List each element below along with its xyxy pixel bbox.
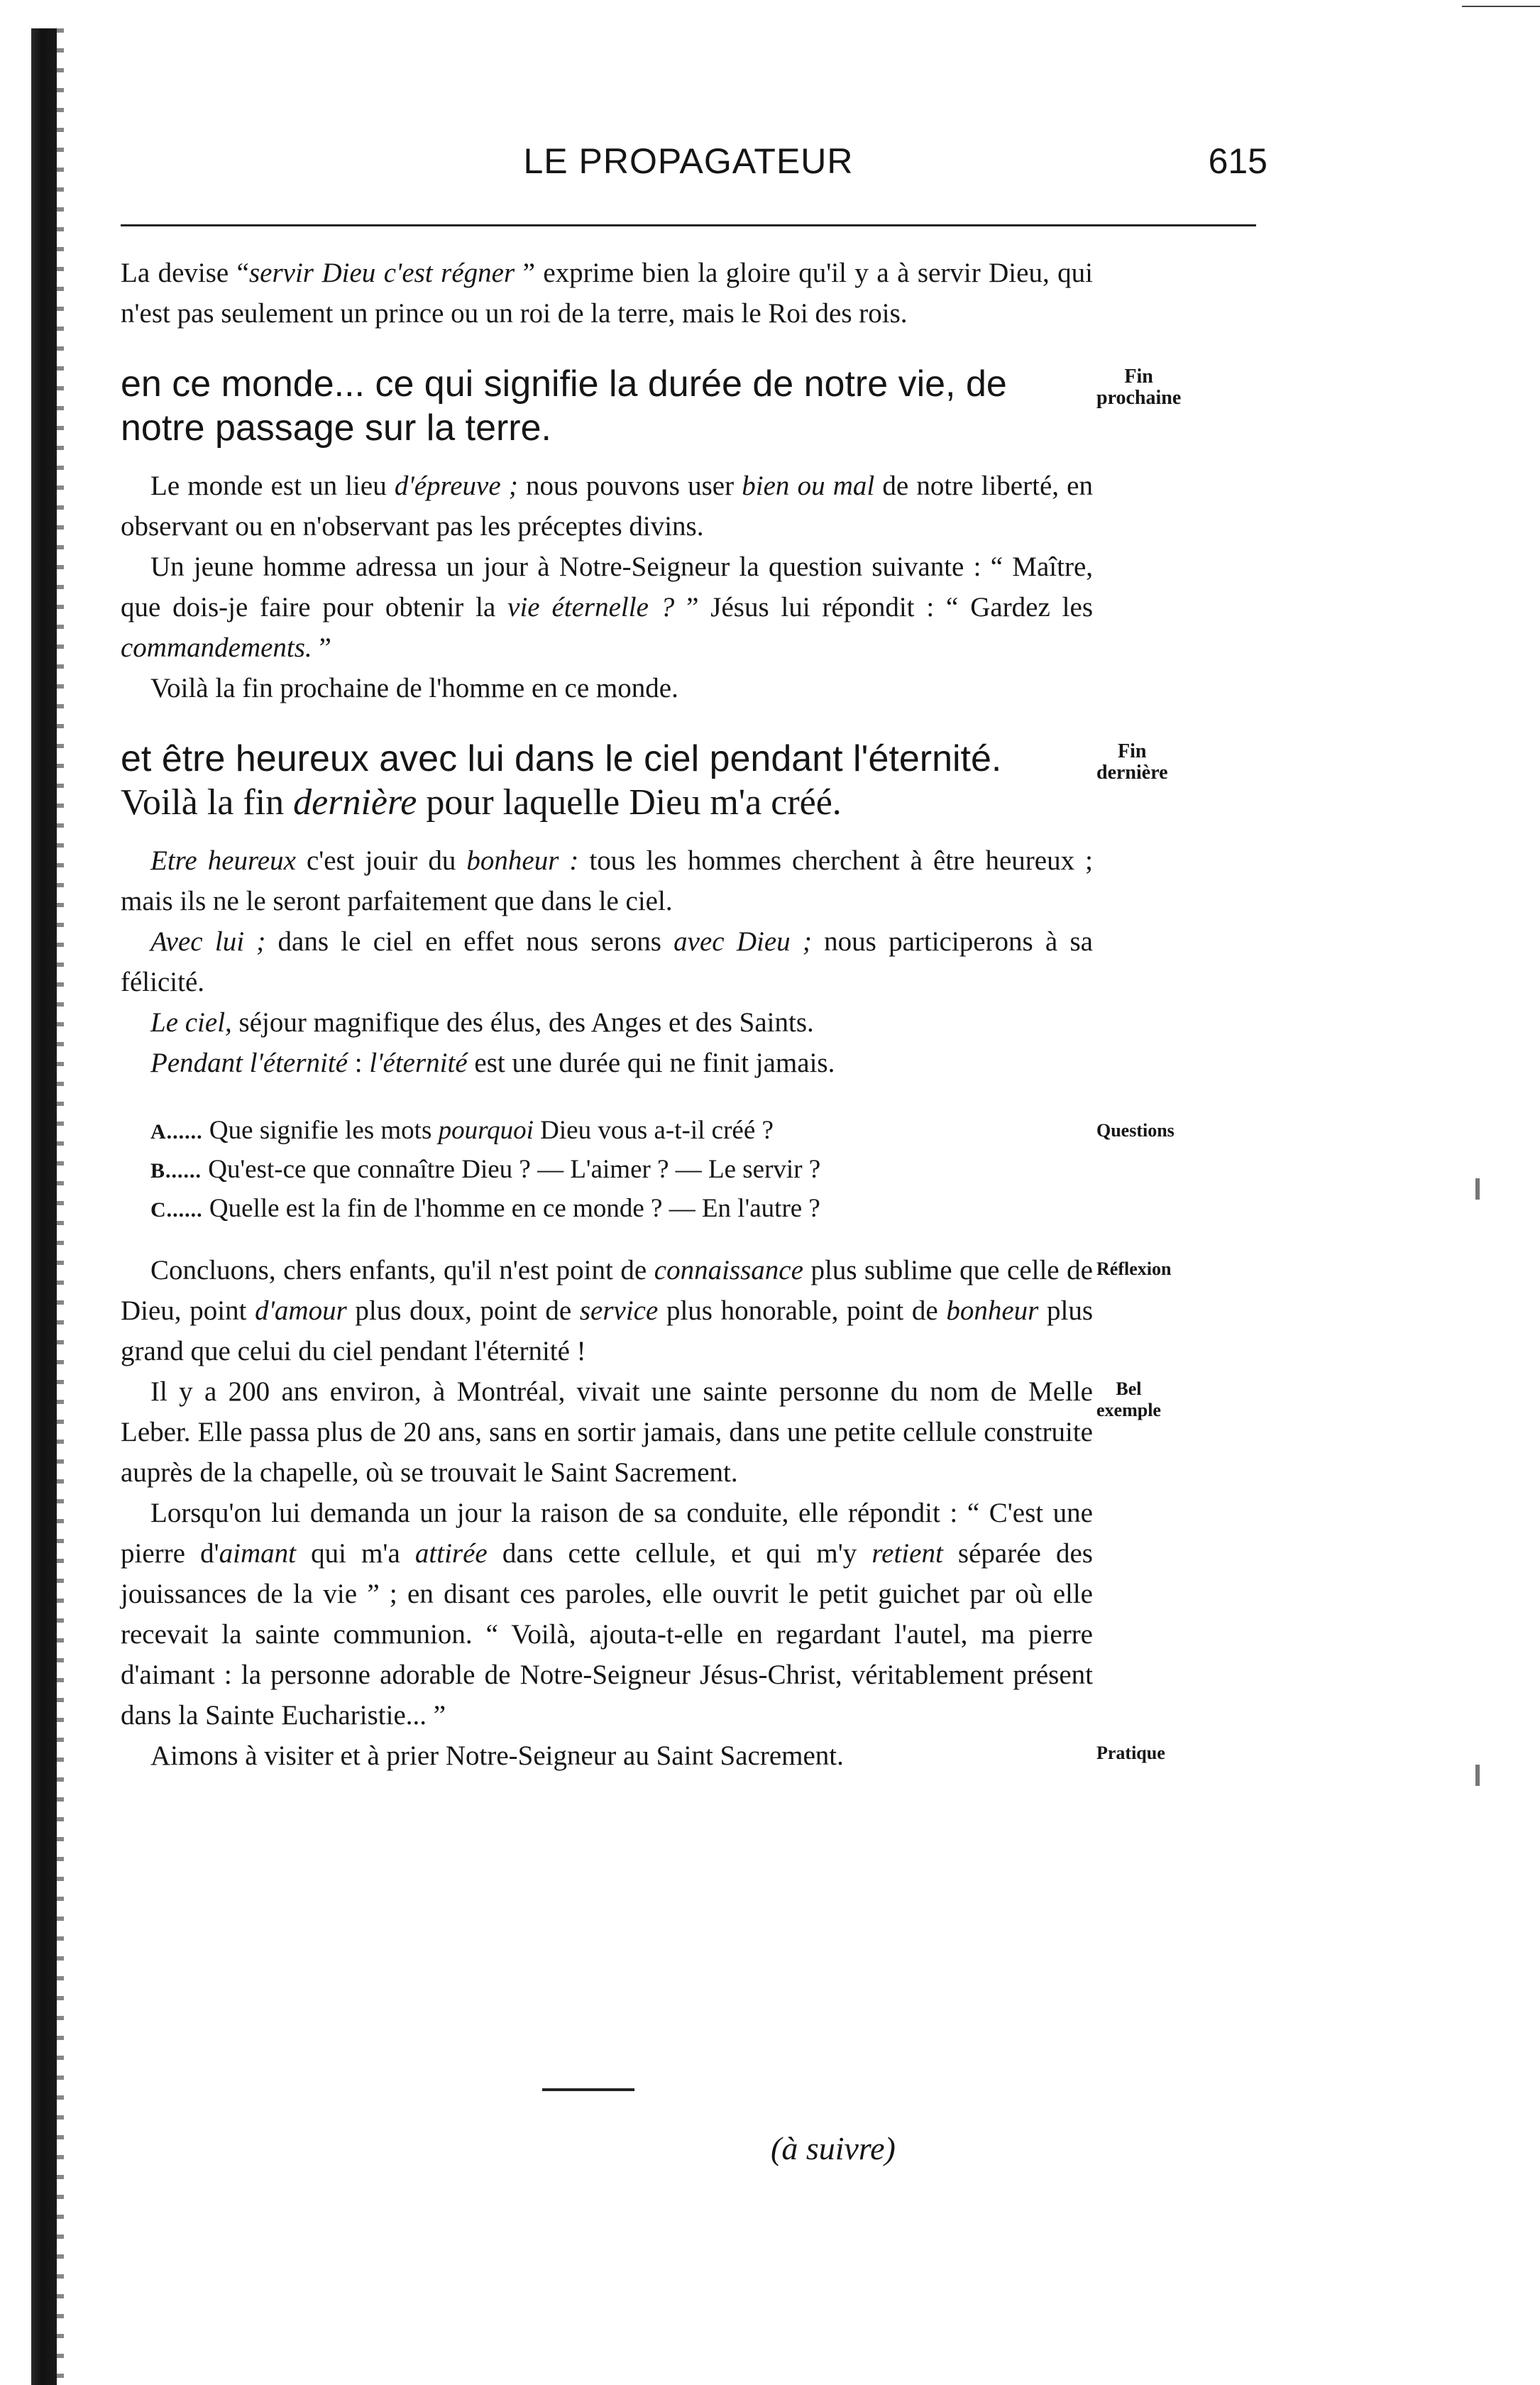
margin-note-pratique: Pratique: [1096, 1743, 1165, 1763]
intro-text: ” exprime bien la gloire qu'il y a à servir Dieu, qui n'est pas seulement un prince ou un roi de la terre, mais le Roi des rois.: [121, 258, 1093, 329]
section-exemple: [121, 1371, 1161, 1736]
text: plus doux, point de: [346, 1295, 580, 1326]
text: nous participerons à sa félicité.: [121, 926, 1093, 997]
margin-note-line: exemple: [1096, 1400, 1161, 1420]
section-heading: et être heureux avec lui dans le ciel pendant l'éternité.: [121, 738, 1002, 779]
emphasis: l'éternité: [369, 1048, 468, 1078]
intro-paragraph: [121, 253, 1093, 334]
margin-note-questions: Questions: [1096, 1120, 1175, 1141]
text: ”: [312, 632, 331, 663]
emphasis: bonheur :: [466, 845, 579, 876]
section-fin-prochaine: [121, 362, 1182, 708]
text: qui m'a: [295, 1538, 415, 1569]
emphasis: Etre heureux: [150, 845, 296, 876]
emphasis: Pendant l'éternité: [150, 1048, 348, 1078]
paragraph: [121, 1250, 1093, 1371]
text: ” Jésus lui répondit : “ Gardez les: [674, 592, 1093, 623]
text: plus grand que celui du ciel pendant l'éternité !: [121, 1295, 1094, 1366]
emphasis: d'épreuve ;: [394, 471, 518, 501]
paragraph: Il y a 200 ans environ, à Montréal, vivait une sainte personne du nom de Melle Leber. Elle passa plus de 20 ans, sans en sortir jamais, dans une petite cellule construite auprès de la chapelle, où se trouvait le Saint Sacrement.: [121, 1376, 1093, 1488]
emphasis: retient: [871, 1538, 943, 1569]
text: Voilà la fin: [121, 782, 294, 823]
question-text: Dieu vous a-t-il créé ?: [533, 1116, 774, 1145]
emphasis: attirée: [414, 1538, 488, 1569]
closing-rule: [542, 2088, 634, 2091]
emphasis: commandements.: [121, 632, 312, 663]
section-heading: en ce monde... ce qui signifie la durée de notre vie, de notre passage sur la terre.: [121, 363, 1007, 449]
text: c'est jouir du: [295, 845, 467, 876]
text: Concluons, chers enfants, qu'il n'est point de: [150, 1255, 654, 1285]
emphasis: bonheur: [946, 1295, 1039, 1326]
margin-note-line: dernière: [1096, 762, 1168, 784]
margin-note-exemple: [1096, 1378, 1161, 1421]
margin-note-line: prochaine: [1096, 387, 1182, 409]
emphasis: aimant: [219, 1538, 296, 1569]
section-fin-derniere: [121, 737, 1168, 1083]
question-text: Quelle est la fin de l'homme en ce monde ? — En l'autre ?: [202, 1194, 820, 1223]
paragraph: [121, 1043, 1093, 1083]
section-heading: [121, 781, 1093, 825]
text: de notre liberté, en observant ou en n'observant pas les préceptes divins.: [121, 471, 1093, 542]
book-spine-shadow: [31, 28, 57, 2385]
paragraph: [121, 547, 1093, 668]
margin-note-fin-derniere: [1096, 741, 1168, 784]
question-item: [121, 1112, 1093, 1151]
paragraph: [121, 1493, 1093, 1736]
margin-tick: [1475, 1178, 1480, 1200]
section-questions: [121, 1112, 1175, 1229]
text: nous pouvons user: [517, 471, 742, 501]
text: tous les hommes cherchent à être heureux ; mais ils ne le seront parfaitement que dans le ciel.: [121, 845, 1093, 916]
question-item: [121, 1190, 1093, 1229]
text: Un jeune homme adressa un jour à Notre-Seigneur la question suivante : “ Maître, que dois-je faire pour obtenir la: [121, 552, 1093, 623]
margin-note-reflexion: Réflexion: [1096, 1259, 1172, 1279]
emphasis: avec Dieu ;: [673, 926, 812, 957]
paragraph: [121, 1002, 1093, 1043]
emphasis: service: [579, 1295, 659, 1326]
paragraph: [121, 921, 1093, 1002]
paragraph: Voilà la fin prochaine de l'homme en ce monde.: [150, 673, 678, 703]
paragraph: [121, 466, 1093, 547]
page-number: 615: [1208, 141, 1267, 181]
text: pour laquelle Dieu m'a créé.: [417, 782, 842, 823]
margin-tick: [1475, 1765, 1480, 1786]
emphasis: connaissance: [654, 1255, 803, 1285]
text: dans le ciel en effet nous serons: [265, 926, 674, 957]
page-header: [121, 141, 1267, 197]
text: Le monde est un lieu: [150, 471, 395, 501]
question-item: [121, 1151, 1093, 1190]
margin-note-fin-prochaine: [1096, 366, 1181, 409]
header-rule: [121, 224, 1256, 226]
section-reflexion: [121, 1250, 1172, 1371]
emphasis: vie éternelle ?: [507, 592, 675, 623]
running-title: LE PROPAGATEUR: [523, 141, 854, 181]
section-pratique: [121, 1736, 1165, 1776]
spine-edge-marks: [57, 28, 64, 2385]
emphasis: d'amour: [255, 1295, 347, 1326]
question-text: Que signifie les mots: [202, 1116, 439, 1145]
text: Lorsqu'on lui demanda un jour la raison de sa conduite, elle répondit : “ C'est une pierre d': [121, 1498, 1093, 1569]
question-letter: C......: [150, 1198, 203, 1222]
text: :: [348, 1048, 370, 1078]
margin-note-line: Bel: [1116, 1378, 1142, 1399]
emphasis: bien ou mal: [742, 471, 875, 501]
margin-note-line: Fin: [1118, 740, 1147, 762]
top-corner-rule: [1462, 6, 1540, 7]
motto: servir Dieu c'est régner: [249, 258, 515, 288]
text: séjour magnifique des élus, des Anges et des Saints.: [231, 1007, 814, 1038]
margin-note-line: Fin: [1124, 366, 1153, 388]
emphasis: Le ciel,: [150, 1007, 232, 1038]
paragraph: Aimons à visiter et à prier Notre-Seigneur au Saint Sacrement.: [150, 1740, 844, 1771]
text: plus honorable, point de: [658, 1295, 947, 1326]
question-letter: A......: [150, 1120, 203, 1144]
text: séparée des jouissances de la vie ” ; en disant ces paroles, elle ouvrit le petit guichet par où elle recevait la sainte communion. “ Voilà, ajouta-t-elle en regardant l'autel, ma pierre d'aimant : la personne adorable de Notre-Seigneur Jésus-Christ, véritablement présent dans la Sainte Eucharistie... ”: [121, 1538, 1093, 1731]
question-letter: B......: [150, 1159, 202, 1183]
emphasis: pourquoi: [438, 1116, 534, 1145]
page-body: [121, 253, 1182, 1776]
intro-text: La devise “: [121, 258, 249, 288]
text: dans cette cellule, et qui m'y: [487, 1538, 872, 1569]
emphasis: Avec lui ;: [150, 926, 266, 957]
text: plus sublime que celle de Dieu, point: [121, 1255, 1093, 1326]
paragraph: [121, 840, 1093, 921]
text: est une durée qui ne finit jamais.: [467, 1048, 835, 1078]
emphasis: dernière: [293, 782, 417, 823]
a-suivre: (à suivre): [771, 2130, 896, 2166]
question-text: Qu'est-ce que connaître Dieu ? — L'aimer ? — Le servir ?: [202, 1155, 821, 1184]
